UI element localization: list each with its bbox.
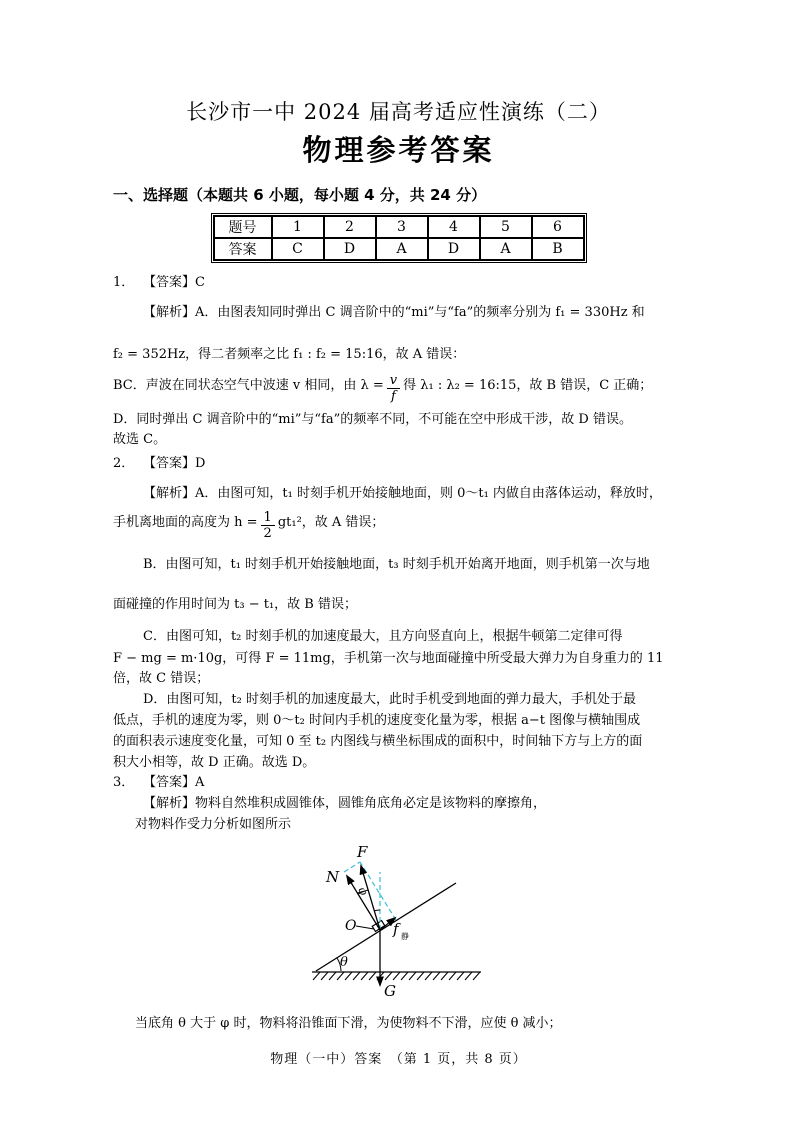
q2-explanation-d2: 低点，手机的速度为零，则 0～t₂ 时间内手机的速度变化量为零，根据 a−t 图像与横轴围成 <box>113 713 641 728</box>
page-footer: 物理（一中）答案 （第 1 页，共 8 页） <box>270 1052 527 1067</box>
table-row-answers <box>214 238 584 260</box>
q3-conclusion: 当底角 θ 大于 φ 时，物料将沿锥面下滑，为使物料不下滑，应使 θ 减小； <box>135 1016 562 1031</box>
q1-bc-text-post: 得 λ₁ : λ₂ = 16:15，故 B 错误，C 正确； <box>403 377 653 393</box>
label-phi: φ <box>354 884 371 898</box>
fraction-denominator: 2 <box>263 526 272 541</box>
q1-explanation-bc <box>113 373 684 404</box>
fraction-v-over-f <box>387 373 400 404</box>
q2-explanation-c1: C．由图可知，t₂ 时刻手机的加速度最大，且方向竖直向上，根据牛顿第二定律可得 <box>143 629 623 644</box>
table-cell: B <box>532 238 584 260</box>
page-title: 长沙市一中 2024 届高考适应性演练（二） <box>186 100 611 124</box>
q3-number: 3． <box>113 775 135 790</box>
label-N: N <box>325 868 339 886</box>
q1-answer: 【答案】C <box>143 275 205 290</box>
q2-explanation-d1: D．由图可知，t₂ 时刻手机的加速度最大，此时手机受到地面的弹力最大，手机处于最 <box>143 692 636 707</box>
label-friction-subscript: 静 <box>400 932 409 941</box>
origin-pointer-line <box>356 926 374 929</box>
table-row-numbers <box>214 216 584 238</box>
q2-h-text-post: gt₁²，故 A 错误； <box>277 514 385 530</box>
q3-answer: 【答案】A <box>143 775 205 790</box>
q1-explanation-a2: f₂ = 352Hz，得二者频率之比 f₁ : f₂ = 15:16，故 A 错误： <box>113 347 466 362</box>
incline-line <box>316 883 456 971</box>
table-cell: 6 <box>532 216 584 238</box>
fraction-denominator: f <box>391 389 396 404</box>
q1-conclusion: 故选 C。 <box>113 432 167 447</box>
q2-answer: 【答案】D <box>143 456 206 471</box>
table-header-question: 题号 <box>214 216 272 238</box>
fraction-numerator: 1 <box>261 510 275 526</box>
q2-h-text-pre: 手机离地面的高度为 h = <box>113 514 258 530</box>
table-cell: D <box>428 238 480 260</box>
label-theta: θ <box>339 955 348 970</box>
table-cell: A <box>376 238 428 260</box>
q2-explanation-c2: F − mg = m·10g，可得 F = 11mg，手机第一次与地面碰撞中所受最大弹力为自身重力的 11 <box>113 651 664 666</box>
q3-explanation-l1: 【解析】物料自然堆积成圆锥体，圆锥角底角必定是该物料的摩擦角， <box>143 796 547 811</box>
table-cell: 3 <box>376 216 428 238</box>
q2-explanation-b2: 面碰撞的作用时间为 t₃ − t₁，故 B 错误； <box>113 597 357 612</box>
q1-explanation-d: D．同时弹出 C 调音阶中的“mi”与“fa”的频率不同，不可能在空中形成干涉，故 D 错误。 <box>113 412 632 427</box>
label-G: G <box>383 982 396 1000</box>
ground-hatching <box>313 972 480 980</box>
label-O: O <box>344 918 356 934</box>
force-diagram <box>269 839 529 1008</box>
q2-explanation-a1: 【解析】A．由图可知，t₁ 时刻手机开始接触地面，则 0～t₁ 内做自由落体运动，释放时， <box>143 486 662 501</box>
table-cell: 1 <box>272 216 324 238</box>
section-heading: 一、选择题（本题共 6 小题，每小题 4 分，共 24 分） <box>113 186 487 204</box>
force-diagram-svg <box>269 839 529 1004</box>
fraction-one-half <box>261 510 275 541</box>
table-header-answer: 答案 <box>214 238 272 260</box>
q2-explanation-a2 <box>113 510 684 541</box>
table-cell: 5 <box>480 216 532 238</box>
q2-number: 2． <box>113 456 135 471</box>
q1-answer-line <box>113 273 684 293</box>
fraction-numerator: v <box>387 373 400 389</box>
q1-number: 1． <box>113 275 135 290</box>
q2-explanation-c3: 倍，故 C 错误； <box>113 671 210 686</box>
table-cell: C <box>272 238 324 260</box>
q1-explanation-a1: 【解析】A．由图表知同时弹出 C 调音阶中的“mi”与“fa”的频率分别为 f₁ = 330Hz 和 <box>143 305 645 320</box>
q3-explanation-l2: 对物料作受力分析如图所示 <box>135 817 292 832</box>
table-cell: 2 <box>324 216 376 238</box>
dashed-ntip-ftip <box>344 862 360 872</box>
table-cell: A <box>480 238 532 260</box>
q2-answer-line <box>113 454 684 474</box>
theta-angle-arc-top <box>374 910 380 911</box>
q1-bc-text-pre: BC．声波在同状态空气中波速 v 相同，由 λ = <box>113 377 384 393</box>
q3-answer-line <box>113 773 684 793</box>
q2-explanation-d3: 的面积表示速度变化量，可知 0 至 t₂ 内图线与横坐标围成的面积中，时间轴下方与上方的面 <box>113 734 643 749</box>
label-friction: f <box>392 920 399 938</box>
answer-table <box>211 213 587 263</box>
label-F: F <box>356 843 367 861</box>
q2-explanation-b1: B．由图可知，t₁ 时刻手机开始接触地面，t₃ 时刻手机开始离开地面，则手机第一次与地 <box>143 557 650 572</box>
page-subtitle: 物理参考答案 <box>302 133 495 167</box>
table-cell: 4 <box>428 216 480 238</box>
q2-explanation-d4: 积大小相等，故 D 正确。故选 D。 <box>113 755 316 770</box>
table-cell: D <box>324 238 376 260</box>
force-F-arrow <box>361 866 380 930</box>
